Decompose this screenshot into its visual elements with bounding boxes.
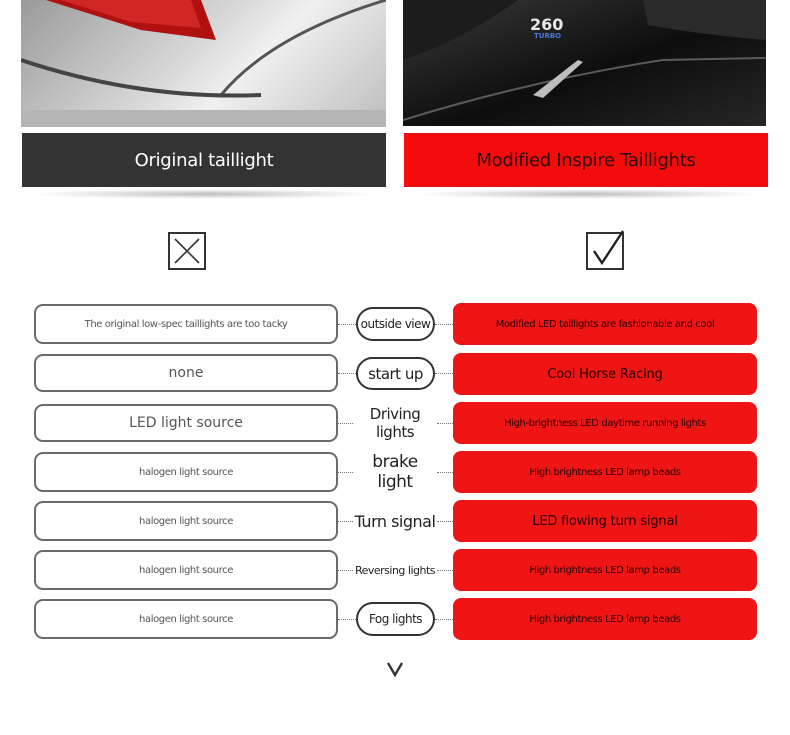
original-taillight-photo bbox=[21, 0, 386, 127]
feature-label: start up bbox=[356, 357, 435, 390]
connector bbox=[437, 423, 453, 424]
connector bbox=[338, 324, 356, 325]
original-spec: halogen light source bbox=[34, 599, 338, 639]
modified-taillight-image bbox=[403, 0, 766, 126]
original-spec: halogen light source bbox=[34, 550, 338, 590]
feature-label: Fog lights bbox=[356, 602, 435, 636]
connector bbox=[338, 619, 356, 620]
feature-label: Reversing lights bbox=[354, 563, 436, 577]
connector bbox=[338, 570, 353, 571]
modified-spec: High brightness LED lamp beads bbox=[453, 549, 757, 591]
modified-spec: Modified LED taillights are fashionable and cool bbox=[453, 303, 757, 345]
original-spec: none bbox=[34, 354, 338, 392]
chevron-down-icon bbox=[384, 656, 406, 680]
modified-spec: High-brightness LED daytime running lights bbox=[453, 402, 757, 444]
original-spec: halogen light source bbox=[34, 452, 338, 492]
badge-turbo: TURBO bbox=[534, 32, 562, 40]
feature-label: brake light bbox=[372, 452, 418, 492]
connector bbox=[338, 521, 353, 522]
original-spec: halogen light source bbox=[34, 501, 338, 541]
badge-number: 260 bbox=[530, 15, 564, 34]
connector bbox=[435, 373, 453, 374]
connector bbox=[437, 521, 453, 522]
connector bbox=[435, 324, 453, 325]
original-taillight-image bbox=[21, 0, 386, 127]
banner-shadow bbox=[30, 189, 380, 199]
modified-taillight-photo bbox=[403, 0, 766, 126]
connector bbox=[437, 570, 453, 571]
connector bbox=[338, 373, 356, 374]
connector bbox=[338, 423, 353, 424]
check-box-icon bbox=[585, 229, 627, 271]
banner-shadow bbox=[412, 189, 762, 199]
banner-modified: Modified Inspire Taillights bbox=[404, 133, 768, 187]
modified-spec: High brightness LED lamp beads bbox=[453, 598, 757, 640]
modified-spec: Cool Horse Racing bbox=[453, 353, 757, 395]
connector bbox=[338, 472, 353, 473]
feature-label: Turn signal bbox=[354, 511, 436, 531]
feature-label: Driving lights bbox=[369, 405, 421, 441]
modified-spec: High brightness LED lamp beads bbox=[453, 451, 757, 493]
original-spec: The original low-spec taillights are too tacky bbox=[34, 304, 338, 344]
modified-spec: LED flowing turn signal bbox=[453, 500, 757, 542]
x-box-icon bbox=[167, 229, 209, 271]
connector bbox=[437, 472, 453, 473]
banner-original: Original taillight bbox=[22, 133, 386, 187]
connector bbox=[435, 619, 453, 620]
original-spec: LED light source bbox=[34, 404, 338, 442]
feature-label: outside view bbox=[356, 307, 435, 341]
